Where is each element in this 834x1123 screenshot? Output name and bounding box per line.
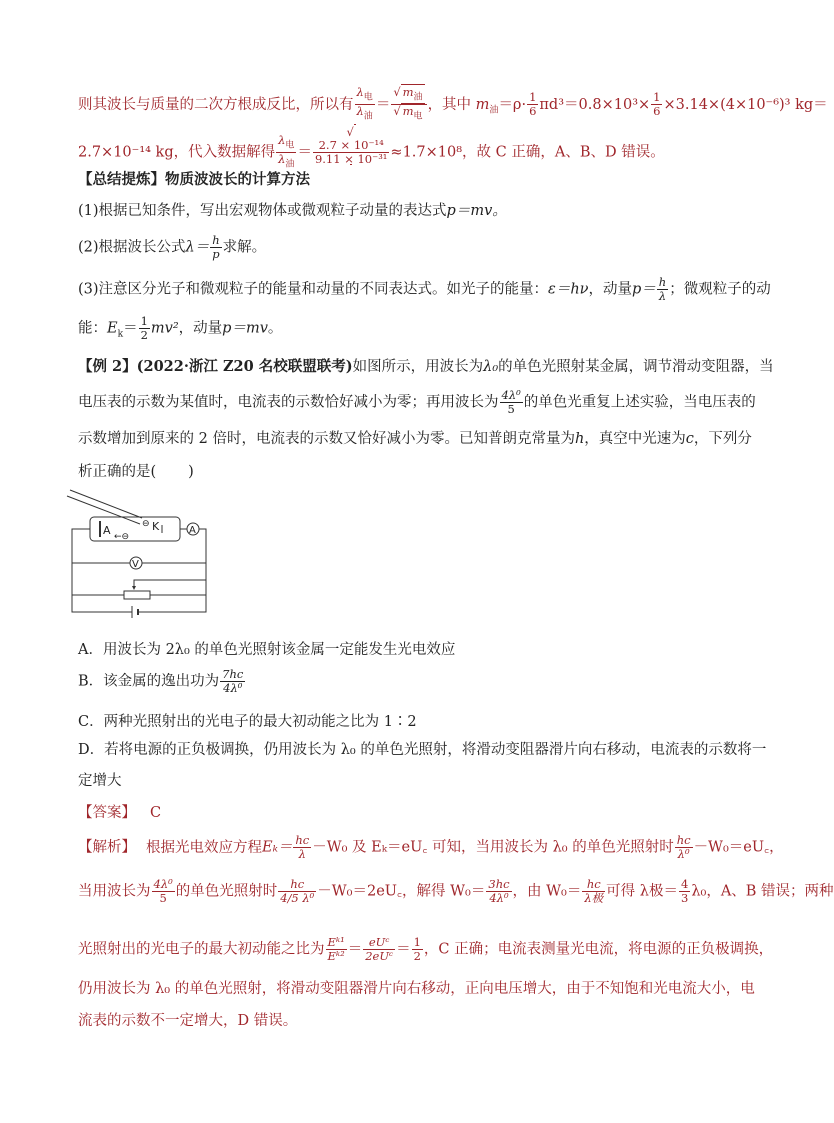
option-a: A．用波长为 2λ₀ 的单色光照射该金属一定能发生光电效应 — [78, 642, 456, 658]
summary-item-1: (1)根据已知条件，写出宏观物体或微观粒子动量的表达式p＝mv。 — [78, 203, 507, 219]
example-line-4: 析正确的是( ) — [78, 464, 194, 480]
photoelectric-circuit-diagram — [62, 488, 212, 618]
solution-line-2: 2.7×10⁻¹⁴ kg，代入数据解得 $\frac{\lambda_电}{\lambda_油}$ ＝√ 2.7 × 10⁻¹⁴ 9.11 × 10⁻³¹ ≈1.7×10⁸，故 C 正确，A、B、D 错误。 — [78, 126, 665, 179]
battery-left-wire — [72, 595, 132, 612]
battery-right-wire — [138, 595, 206, 612]
answer-line: 【答案】 C — [78, 805, 162, 821]
summary-item-2: (2)根据波长公式λ＝ $\frac{h}{p}$ 求解。 — [78, 233, 267, 261]
voltmeter-label: V — [132, 559, 139, 570]
summary-item-3: (3)注意区分光子和微观粒子的能量和动量的不同表达式。如光子的能量：ε＝hν，动量p＝ $\frac{h}{\lambda}$ ；微观粒子的动 — [78, 275, 771, 303]
option-b: B．该金属的逸出功为 $\frac{7hc}{\text{4λ⁰}}$ — [78, 667, 244, 695]
slider-arrow — [132, 586, 136, 590]
example-line-2: 电压表的示数为某值时，电流表的示数恰好减小为零；再用波长为 $\frac{\text{4λ⁰}}{5}$ 的单色光重复上述实验，当电压表的 — [78, 388, 756, 416]
anode-label: A — [103, 524, 111, 537]
analysis-line-1: 【解析】 根据光电效应方程Eₖ＝ $\frac{hc}{\lambda}$ －W₀ 及 Eₖ＝eU꜀ 可知，当用波长为 λ₀ 的单色光照射时 $\frac{hc}{\text{λ⁰}}$ －W₀＝eU꜀， — [78, 833, 784, 861]
left-wire — [72, 529, 90, 595]
analysis-line-5: 流表的示数不一定增大，D 错误。 — [78, 1013, 298, 1029]
option-d-line-2: 定增大 — [78, 773, 122, 789]
analysis-line-2: 当用波长为 $\frac{\text{4λ⁰}}{5}$ 的单色光照射时 $\frac{hc}{\text{4/5 λ⁰}}$ －W₀＝2eU꜀，解得 W₀＝ $\frac{3hc}{\text{4λ⁰}}$ ，由 W₀＝ $\frac{hc}{\text{λ极}}$ 可得 λ极＝ $\frac{4}{3}$ λ₀，A、B 错误；两种 — [78, 877, 834, 905]
electron-symbol-icon: ⊖ — [142, 519, 150, 529]
option-d-line-1: D．若将电源的正负极调换，仍用波长为 λ₀ 的单色光照射，将滑动变阻器滑片向右移动，电流表的示数将一 — [78, 742, 767, 758]
option-c: C．两种光照射出的光电子的最大初动能之比为 1∶2 — [78, 714, 417, 730]
electron-arrow-icon: ←⊖ — [114, 532, 130, 542]
sqrt-value-fraction: √ 2.7 × 10⁻¹⁴ 9.11 × 10⁻³¹ — [313, 126, 389, 179]
right-wire — [199, 529, 206, 595]
summary-item-3-cont: 能：$E_k=$ $\frac{1}{2}$ mv²，动量p＝mv。 — [78, 314, 283, 342]
slider-contact — [134, 580, 206, 586]
ratio-fraction: $\frac{\lambda_电}{\lambda_油}$ — [356, 85, 373, 122]
solution-line-1: 则其波长与质量的二次方根成反比，所以有 $\frac{\lambda_电}{\lambda_油}$ ＝ $\frac{√ m_油}{√ m_电}$ ，其中 $m_油=\rho\cdot$ $\frac{1}{6}$ πd³＝0.8×10³× $\frac{1}{6}$ ×3.14×(4×10⁻⁶)³ kg＝ — [78, 85, 828, 122]
example-line-1: 【例 2】(2022·浙江 Z20 名校联盟联考)如图所示，用波长为λ₀的单色光照射某金属，调节滑动变阻器，当 — [78, 358, 774, 375]
rheostat — [124, 591, 150, 599]
light-ray-1 — [70, 490, 142, 518]
ammeter-label: A — [189, 525, 196, 536]
light-ray-2 — [67, 496, 140, 524]
analysis-line-3: 光照射出的光电子的最大初动能之比为 $\frac{\text{Eᵏ¹}}{\text{Eᵏ²}}$ ＝ $\frac{\text{eUᶜ}}{\text{2eUᶜ}}$ ＝ $\frac{1}{2}$ ，C 正确；电流表测量光电流，将电源的正负极调换， — [78, 935, 774, 963]
sqrt-ratio-fraction: $\frac{√ m_油}{√ m_电}$ — [391, 86, 426, 124]
cathode-label: K — [152, 520, 160, 533]
analysis-line-4: 仍用波长为 λ₀ 的单色光照射，将滑动变阻器滑片向右移动，正向电压增大，由于不知饱和光电流大小，电 — [78, 981, 755, 997]
answer-value: C — [150, 805, 162, 821]
example-line-3: 示数增加到原来的 2 倍时，电流表的示数又恰好减小为零。已知普朗克常量为h，真空中光速为c，下列分 — [78, 431, 752, 447]
summary-heading: 【总结提炼】物质波波长的计算方法 — [78, 171, 310, 188]
